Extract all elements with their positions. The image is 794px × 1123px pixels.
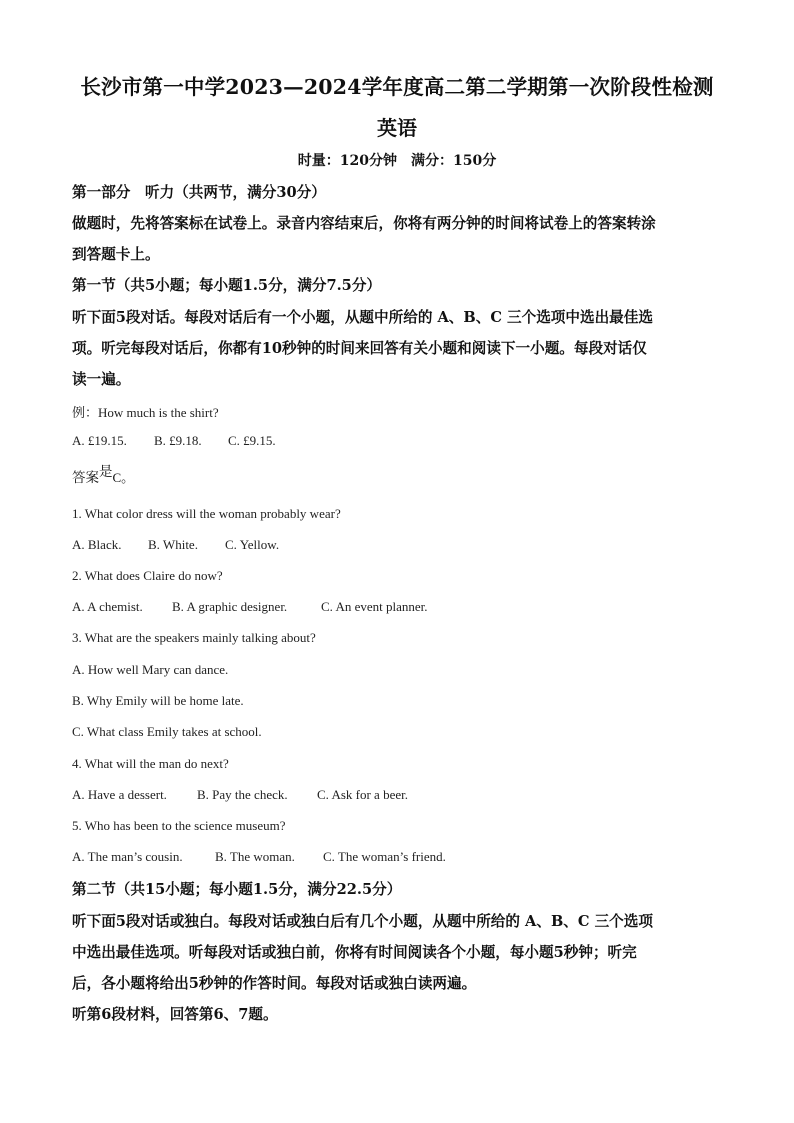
question-5: 5. Who has been to the science museum? (72, 818, 286, 833)
question-3: 3. What are the speakers mainly talking about? (72, 630, 316, 645)
section1-instruction-line1: 听下面5段对话。每段对话后有一个小题，从题中所给的 A、B、C 三个选项中选出最佳选 (72, 309, 653, 326)
example-answer-letter: C。 (112, 470, 135, 485)
question-1-options (72, 537, 279, 553)
q4-option-c: C. Ask for a beer. (317, 787, 408, 802)
subject-title: 英语 (377, 116, 417, 140)
q5-option-b: B. The woman. (215, 849, 295, 864)
q2-option-c: C. An event planner. (321, 599, 428, 614)
exam-title: 长沙市第一中学2023—2024学年度高二第二学期第一次阶段性检测 (80, 75, 714, 99)
section2-instruction-line1: 听下面5段对话或独白。每段对话或独白后有几个小题，从题中所给的 A、B、C 三个选项 (72, 913, 653, 930)
q4-option-a: A. Have a dessert. (72, 787, 167, 802)
q3-option-a: A. How well Mary can dance. (72, 662, 229, 677)
q1-option-a: A. Black. (72, 537, 122, 552)
part1-heading: 第一部分 听力（共两节，满分30分） (72, 184, 326, 201)
section2-heading: 第二节（共15小题；每小题1.5分，满分22.5分） (72, 881, 402, 898)
q2-option-b: B. A graphic designer. (172, 599, 288, 614)
q5-option-a: A. The man’s cousin. (72, 849, 183, 864)
example-option-c: C. £9.15. (228, 433, 276, 448)
question-2-options (72, 599, 428, 615)
q1-option-b: B. White. (148, 537, 198, 552)
part1-instruction-line2: 到答题卡上。 (72, 246, 160, 263)
part1-instruction-line1: 做题时，先将答案标在试卷上。录音内容结束后，你将有两分钟的时间将试卷上的答案转涂 (72, 215, 656, 232)
question-2: 2. What does Claire do now? (72, 568, 223, 583)
section2-instruction-line2: 中选出最佳选项。听每段对话或独白前，你将有时间阅读各个小题，每小题5秒钟；听完 (72, 944, 637, 961)
example-answer-is: 是 (99, 464, 113, 480)
question-4: 4. What will the man do next? (72, 756, 229, 771)
q4-option-b: B. Pay the check. (197, 787, 288, 802)
section1-instruction-line3: 读一遍。 (72, 371, 131, 388)
example-question: 例：How much is the shirt? (72, 405, 219, 420)
section1-heading: 第一节（共5小题；每小题1.5分，满分7.5分） (72, 277, 382, 294)
example-options (72, 433, 276, 449)
exam-meta: 时量：120分钟 满分：150分 (297, 153, 497, 169)
example-option-a: A. £19.15. (72, 433, 127, 448)
section2-instruction-line3: 后，各小题将给出5秒钟的作答时间。每段对话或独白读两遍。 (72, 975, 477, 992)
q3-option-b: B. Why Emily will be home late. (72, 693, 244, 708)
passage-6-heading: 听第6段材料，回答第6、7题。 (72, 1006, 278, 1023)
question-5-options (72, 849, 446, 865)
example-answer-prefix: 答案 (72, 470, 99, 486)
example-option-b: B. £9.18. (154, 433, 202, 448)
q1-option-c: C. Yellow. (225, 537, 280, 552)
q5-option-c: C. The woman’s friend. (323, 849, 446, 864)
q3-option-c: C. What class Emily takes at school. (72, 724, 262, 739)
question-4-options (72, 787, 408, 803)
section1-instruction-line2: 项。听完每段对话后，你都有10秒钟的时间来回答有关小题和阅读下一小题。每段对话仅 (72, 340, 647, 357)
q2-option-a: A. A chemist. (72, 599, 143, 614)
question-1: 1. What color dress will the woman probably wear? (72, 506, 341, 521)
example-answer (72, 466, 134, 486)
